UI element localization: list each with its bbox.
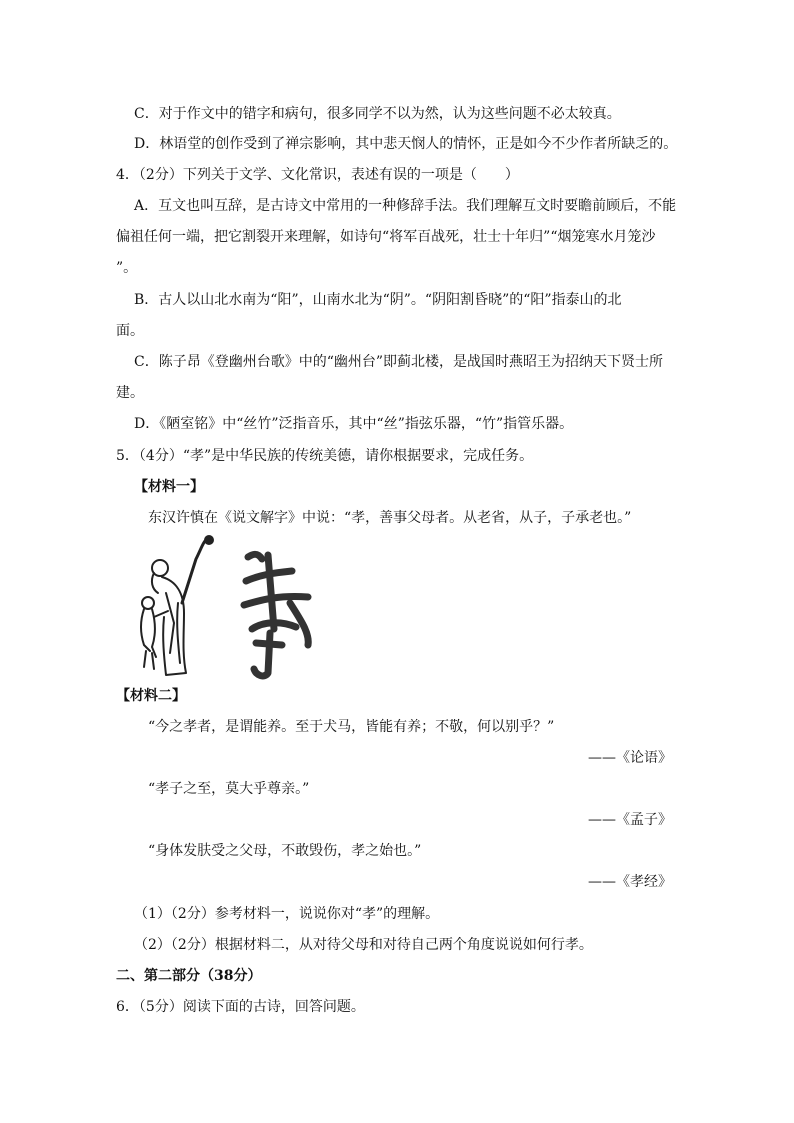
- source-lunyu: ——《论语》: [588, 750, 672, 766]
- q4-option-d: D．《陋室铭》中“丝竹”泛指音乐，其中“丝”指弦乐器，“竹”指管乐器。: [134, 416, 574, 432]
- material1-label: 【材料一】: [134, 479, 204, 495]
- q3-option-d: D．林语堂的创作受到了禅宗影响，其中悲天悯人的情怀，正是如今不少作者所缺乏的。: [134, 136, 678, 152]
- q4-option-b-line1: B．古人以山北水南为“阳”，山南水北为“阴”。“阴阳割昏晓”的“阳”指泰山的北: [134, 292, 622, 308]
- q4-option-a-line3: ”。: [116, 260, 138, 276]
- q5-stem: 5．（4分）“孝”是中华民族的传统美德，请你根据要求，完成任务。: [116, 448, 534, 464]
- material2-label: 【材料二】: [116, 688, 186, 704]
- q5-task-2: （2）（2分）根据材料二，从对待父母和对待自己两个角度说说如何行孝。: [134, 937, 593, 953]
- q3-option-c: C．对于作文中的错字和病句，很多同学不以为然，认为这些问题不必太较真。: [134, 106, 621, 122]
- q4-option-c-line1: C．陈子昂《登幽州台歌》中的“幽州台”即蓟北楼，是战国时燕昭王为招纳天下贤士所: [134, 354, 664, 370]
- elder-carrying-child-figure: [141, 536, 213, 675]
- q6-stem: 6．（5分）阅读下面的古诗，回答问题。: [116, 999, 365, 1015]
- quote-mengzi: “孝子之至，莫大乎尊亲。”: [148, 781, 310, 797]
- q4-stem: 4．（2分）下列关于文学、文化常识，表述有误的一项是（ ）: [116, 167, 519, 183]
- q4-option-a-line2: 偏祖任何一端，把它割裂开来理解，如诗句“将军百战死，壮士十年归”“烟笼寒水月笼沙: [116, 229, 656, 245]
- source-xiaojing: ——《孝经》: [588, 874, 672, 890]
- q4-option-b-line2: 面。: [116, 323, 144, 339]
- q5-task-1: （1）（2分）参考材料一，说说你对“孝”的理解。: [134, 906, 440, 922]
- quote-xiaojing: “身体发肤受之父母，不敢毁伤，孝之始也。”: [148, 843, 422, 859]
- source-mengzi: ——《孟子》: [588, 812, 672, 828]
- q4-option-c-line2: 建。: [116, 385, 144, 401]
- xiao-illustrations: [140, 533, 330, 681]
- seal-script-xiao-glyph: [244, 554, 308, 676]
- quote-lunyu: “今之孝者，是谓能养。至于犬马，皆能有养；不敬，何以别乎？”: [148, 719, 555, 735]
- q4-option-a-line1: A．互文也叫互辞，是古诗文中常用的一种修辞手法。我们理解互文时要瞻前顾后，不能: [134, 198, 677, 214]
- material1-text: 东汉许慎在《说文解字》中说：“孝，善事父母者。从老省，从子，子承老也。”: [148, 510, 632, 526]
- section-2-heading: 二、第二部分（38分）: [116, 968, 262, 984]
